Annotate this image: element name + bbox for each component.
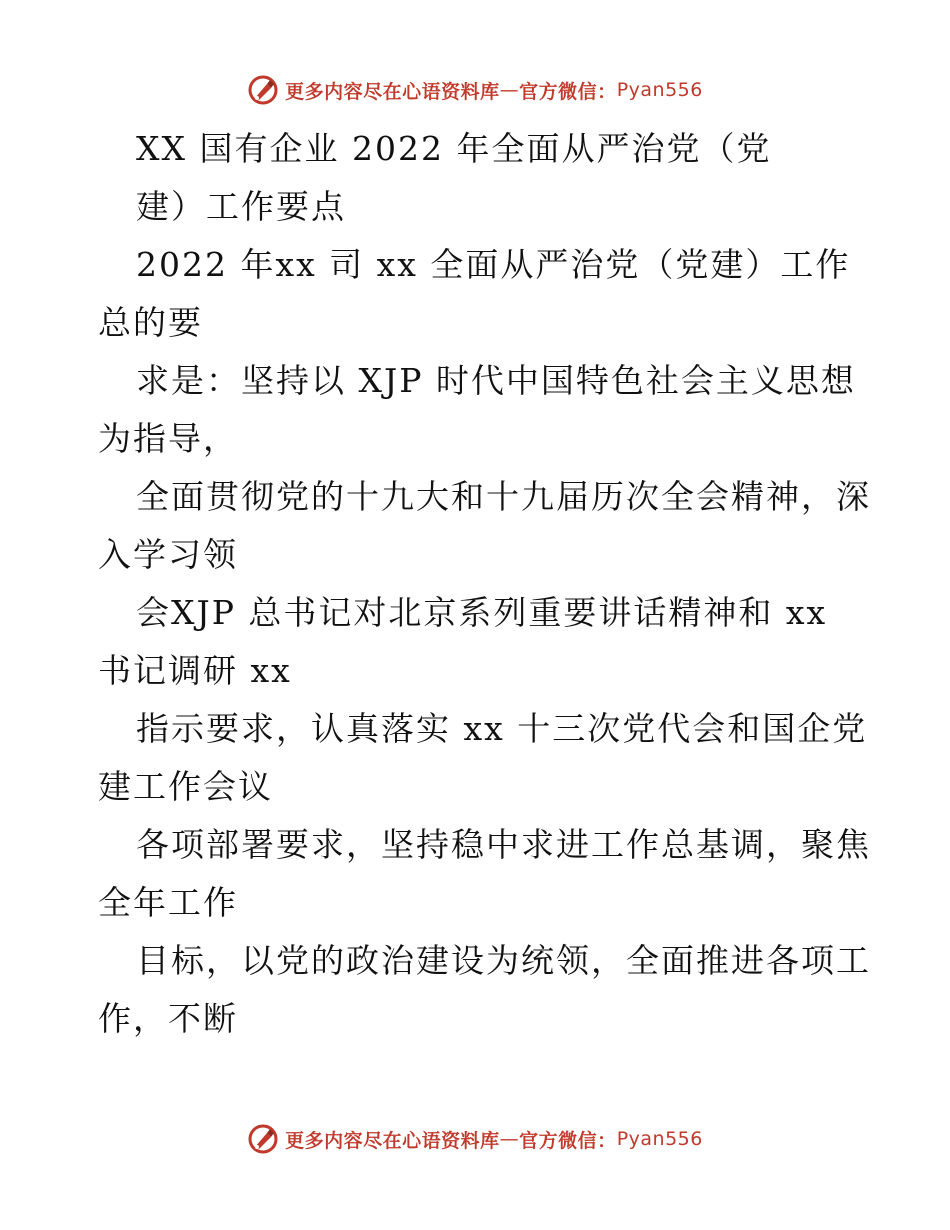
paragraph-line: 建工作会议 (98, 767, 273, 806)
paragraph-line: 入学习领 (98, 535, 238, 574)
paragraph-line: 2022 年xx 司 xx 全面从严治党（党建）工作 (136, 245, 851, 284)
paragraph-line: 各项部署要求，坚持稳中求进工作总基调，聚焦 (136, 825, 871, 864)
footer-banner (0, 1119, 950, 1159)
paragraph-line: 为指导， (98, 419, 238, 458)
banner-brand-text: 更多内容尽在心语资料库 (285, 80, 500, 103)
title-line-2: 建）工作要点 (136, 187, 346, 226)
paragraph-line: 求是：坚持以 XJP 时代中国特色社会主义思想 (136, 361, 856, 400)
title-line-1: XX 国有企业 2022 年全面从严治党（党 (136, 129, 772, 168)
paragraph-line: 指示要求，认真落实 xx 十三次党代会和国企党 (136, 709, 868, 748)
banner-dash: — (499, 79, 520, 101)
banner-brand-text: 更多内容尽在心语资料库 (285, 1129, 500, 1152)
header-banner (0, 70, 950, 110)
paragraph-line: 会XJP 总书记对北京系列重要讲话精神和 xx (136, 593, 828, 632)
paragraph-line: 总的要 (98, 303, 203, 342)
banner-wechat-handle: Pyan556 (616, 1128, 703, 1150)
document-body (98, 120, 878, 1048)
pen-nib-logo-icon (247, 74, 279, 106)
banner-dash: — (499, 1128, 520, 1150)
banner-wechat-handle: Pyan556 (616, 79, 703, 101)
pen-nib-logo-icon (247, 1123, 279, 1155)
paragraph-line: 全年工作 (98, 883, 238, 922)
paragraph-line: 书记调研 xx (98, 651, 292, 690)
paragraph-line: 目标，以党的政治建设为统领，全面推进各项工 (136, 941, 871, 980)
banner-wechat-label: 官方微信： (519, 1129, 617, 1152)
paragraph-line: 全面贯彻党的十九大和十九届历次全会精神，深 (136, 477, 871, 516)
banner-wechat-label: 官方微信： (519, 80, 617, 103)
paragraph-line: 作，不断 (98, 999, 238, 1038)
